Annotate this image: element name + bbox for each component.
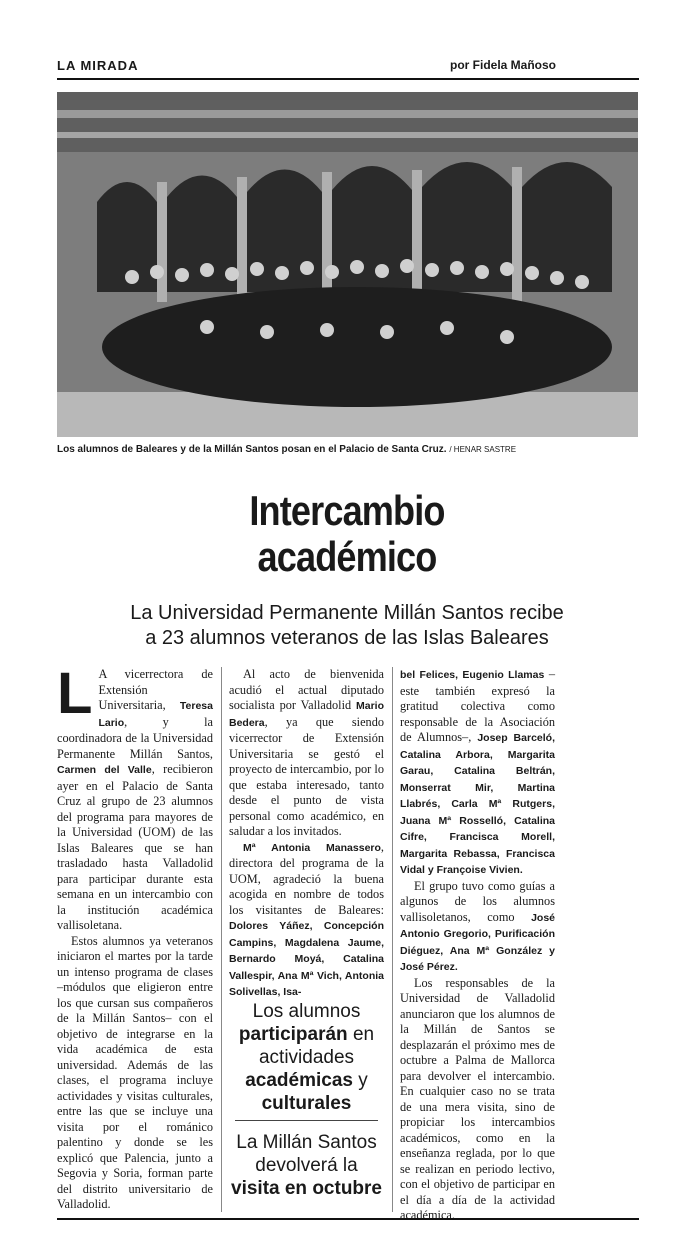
paragraph: Estos alumnos ya veteranos iniciaron el martes por la tarde un intenso programa de clases –módulos que eligieron entre los que cursan sus compañeros de la Millán Santos– con el objetivo de integrarse en la vida académica de esta universidad. Además de las clases, el programa incluye actividades y visitas culturales, entre las que se incluye una visita por el románico palentino y donde se les explicó que Palencia, junto a Segovia y Soria, forman parte del distrito universitario de Valladolid. xyxy=(57,933,213,1211)
pull-text: Los alumnos xyxy=(252,1001,361,1022)
pull-bold: participarán xyxy=(238,1024,348,1045)
subheadline xyxy=(57,601,637,651)
subhead-line-2: a 23 alumnos veteranos de las Islas Baleares xyxy=(145,627,549,649)
pull-text: La Millán Santos devolverá la xyxy=(236,1132,377,1176)
column-rule xyxy=(221,667,222,1212)
headline-line-2: académico xyxy=(257,533,437,580)
group-photo xyxy=(57,92,638,437)
name-run: bel Felices, Eugenio Llamas xyxy=(400,669,545,681)
text-run: A vicerrectora de Extensión Universitaria, xyxy=(98,667,213,712)
paragraph xyxy=(229,840,384,1001)
name-run: Teresa Lario xyxy=(98,700,213,729)
text-run: , y la coordinadora de la Universidad Permanente Millán Santos, xyxy=(57,714,213,761)
text-run: , ya que siendo vicerrector de Extensión Universitaria se gestó el proyecto de intercambio, por lo que estaba interesado, tanto desde el punto de vista personal como académico, en saludar a los invitados. xyxy=(229,714,384,838)
column-rule xyxy=(392,667,393,1212)
text-run: Al acto de bienvenida acudió el actual diputado socialista por Valladolid xyxy=(229,667,384,712)
cloister-photo-illustration xyxy=(57,92,638,437)
photo-credit: / HENAR SASTRE xyxy=(449,445,517,454)
pull-bold: académicas xyxy=(245,1070,353,1091)
pull-bold: visita en octubre xyxy=(231,1178,382,1199)
byline: por Fidela Mañoso xyxy=(449,58,556,72)
article-column-2 xyxy=(229,667,384,1001)
name-run: Mario Bedera xyxy=(229,700,385,729)
paragraph xyxy=(400,667,555,879)
name-run: Josep Barceló, Catalina Arbora, Margarita Garau, Catalina Beltrán, Monserrat Mir, Martina Llabrés, Carla Mª Rutgers, Juana Mª Rosselló, Catalina Cifre, Francisca Morell, Margarita Rebassa, Francisca Vidal y Françoise Vivien. xyxy=(400,732,555,876)
pull-quote-1 xyxy=(229,1000,384,1115)
pull-text: y xyxy=(358,1070,368,1091)
article-column-1 xyxy=(57,661,213,1213)
name-run: Mª Antonia Manassero xyxy=(243,841,381,854)
paragraph: Los responsables de la Universidad de Valladolid anunciaron que los alumnos de la Millán de Santos se desplazarán el próximo mes de octubre a Palma de Mallorca para devolver el intercambio. En cualquier caso no se trata de una mera visita, sino de propiciar los intercambios académicos, como en la enseñanza reglada, por lo que se realizan en periodo lectivo, con el objetivo de participar en el día a día de la actividad académica. xyxy=(400,975,555,1222)
text-run: , directora del programa de la UOM, agradeció la buena acogida en nombre de todos los visitantes de Baleares: xyxy=(229,839,384,917)
top-rule xyxy=(57,78,639,80)
pull-bold: culturales xyxy=(261,1093,352,1114)
headline-line-1: Intercambio xyxy=(249,487,445,534)
drop-cap: L xyxy=(57,661,93,726)
photo-caption xyxy=(57,444,637,455)
paragraph xyxy=(400,879,555,976)
name-run: José Antonio Gregorio, Purificación Diéguez, Ana Mª González y José Pérez. xyxy=(400,911,556,973)
text-run: , recibieron ayer en el Palacio de Santa Cruz al grupo de 23 alumnos del programa para mayores de la Universidad (UOM) de las Islas Baleares que se han trasladado hasta Valladolid para participar durante esta semana en un intercambio con la institución académica vallisoletana. xyxy=(57,762,213,932)
pull-quote-divider xyxy=(235,1120,378,1121)
pull-quote-2 xyxy=(229,1131,384,1200)
bottom-rule xyxy=(57,1218,639,1220)
section-label: LA MIRADA xyxy=(57,58,139,73)
text-run: –este también expresó la gratitud colectiva como responsable de la Asociación de Alumnos–, xyxy=(400,667,555,744)
pull-text: en actividades xyxy=(258,1024,375,1068)
name-run: Carmen del Valle xyxy=(57,764,152,776)
name-run: Dolores Yáñez, Concepción Campins, Magdalena Jaume, Bernardo Moyá, Catalina Vallespir, Ana Mª Vich, Antonia Solivellas, Isa- xyxy=(229,920,384,998)
paragraph xyxy=(229,667,384,840)
subhead-line-1: La Universidad Permanente Millán Santos recibe xyxy=(130,602,564,624)
headline xyxy=(98,488,597,580)
article-column-3 xyxy=(400,667,555,1224)
paragraph xyxy=(57,661,213,934)
caption-text: Los alumnos de Baleares y de la Millán Santos posan en el Palacio de Santa Cruz. xyxy=(57,444,447,455)
text-run: El grupo tuvo como guías a algunos de los alumnos vallisoletanos, como xyxy=(400,878,555,924)
